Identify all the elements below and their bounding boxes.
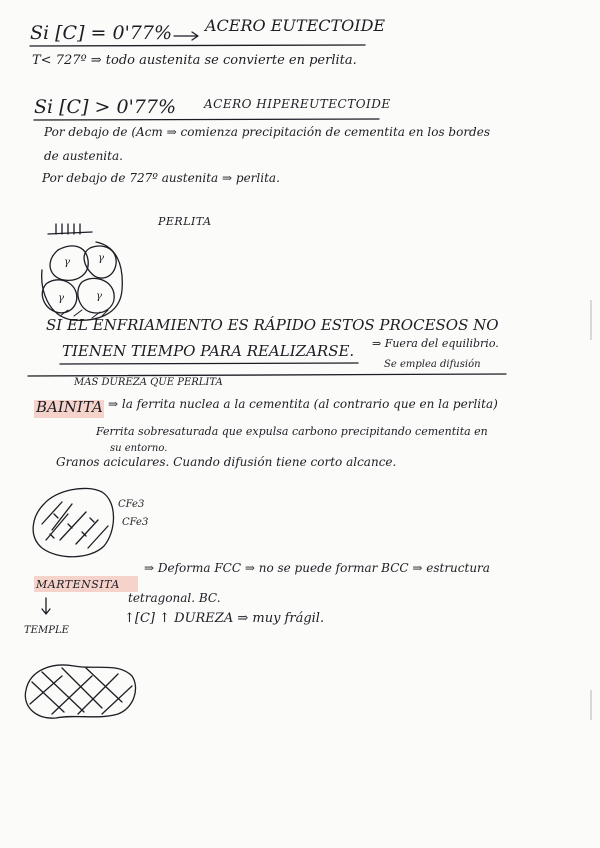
section1-line1: T< 727º ⇒ todo austenita se convierte en perlita. (32, 53, 357, 68)
margin-mark (590, 300, 592, 340)
temple-label: TEMPLE (24, 625, 69, 636)
section3-note: MAS DUREZA QUE PERLITA (74, 377, 223, 388)
grain-label: γ (64, 257, 70, 268)
bainita-line1: ⇒ la ferrita nuclea a la cementita (al contrario que en la perlita) (108, 397, 498, 411)
martensita-line3: ↑[C] ↑ DUREZA ⇒ muy frágil. (124, 611, 325, 626)
section3-line1: SI EL ENFRIAMIENTO ES RÁPIDO ESTOS PROCESOS NO (46, 316, 499, 334)
martensita-line1: ⇒ Deforma FCC ⇒ no se puede formar BCC ⇒ estructura (144, 561, 490, 575)
margin-mark (590, 690, 592, 720)
grain-label: γ (58, 293, 64, 304)
arrow-icon (172, 30, 202, 42)
martensita-grains-sketch (22, 660, 142, 722)
section3-side1: ⇒ Fuera del equilibrio. (372, 337, 499, 350)
bainita-sketch-label: CFe3 (122, 517, 149, 528)
bainita-line2: Ferrita sobresaturada que expulsa carbono precipitando cementita en (96, 425, 488, 438)
underline (60, 362, 360, 366)
bainita-line4: Granos aciculares. Cuando difusión tiene corto alcance. (56, 455, 397, 469)
perlita-grains-sketch (38, 240, 128, 324)
section1-title-left: Si [C] = 0'77% (30, 22, 173, 44)
bainita-sketch-label: CFe3 (118, 499, 145, 510)
martensita-line2: tetragonal. BC. (128, 591, 221, 605)
section3-side2: Se emplea difusión (384, 359, 481, 370)
section2-line2: de austenita. (44, 149, 123, 163)
martensita-label: MARTENSITA (36, 578, 120, 591)
bainita-line3: su entorno. (110, 443, 168, 454)
section2-line3: Por debajo de 727º austenita ⇒ perlita. (42, 171, 280, 185)
section2-title-left: Si [C] > 0'77% (34, 96, 177, 118)
striped-mark-icon (46, 222, 96, 238)
section2-title-right: ACERO HIPEREUTECTOIDE (204, 97, 391, 111)
section3-line2: TIENEN TIEMPO PARA REALIZARSE. (62, 342, 355, 360)
bainita-grains-sketch (28, 484, 118, 560)
section2-line1: Por debajo de (Acm ⇒ comienza precipitación de cementita en los bordes (44, 125, 490, 139)
underline (34, 118, 384, 122)
bainita-label: BAINITA (36, 398, 103, 416)
grain-label: γ (98, 253, 104, 264)
section1-title-right: ACERO EUTECTOIDE (205, 16, 386, 35)
underline (30, 44, 370, 48)
grain-label: γ (96, 291, 102, 302)
down-arrow-icon (40, 596, 52, 618)
perlita-label: PERLITA (158, 215, 212, 228)
